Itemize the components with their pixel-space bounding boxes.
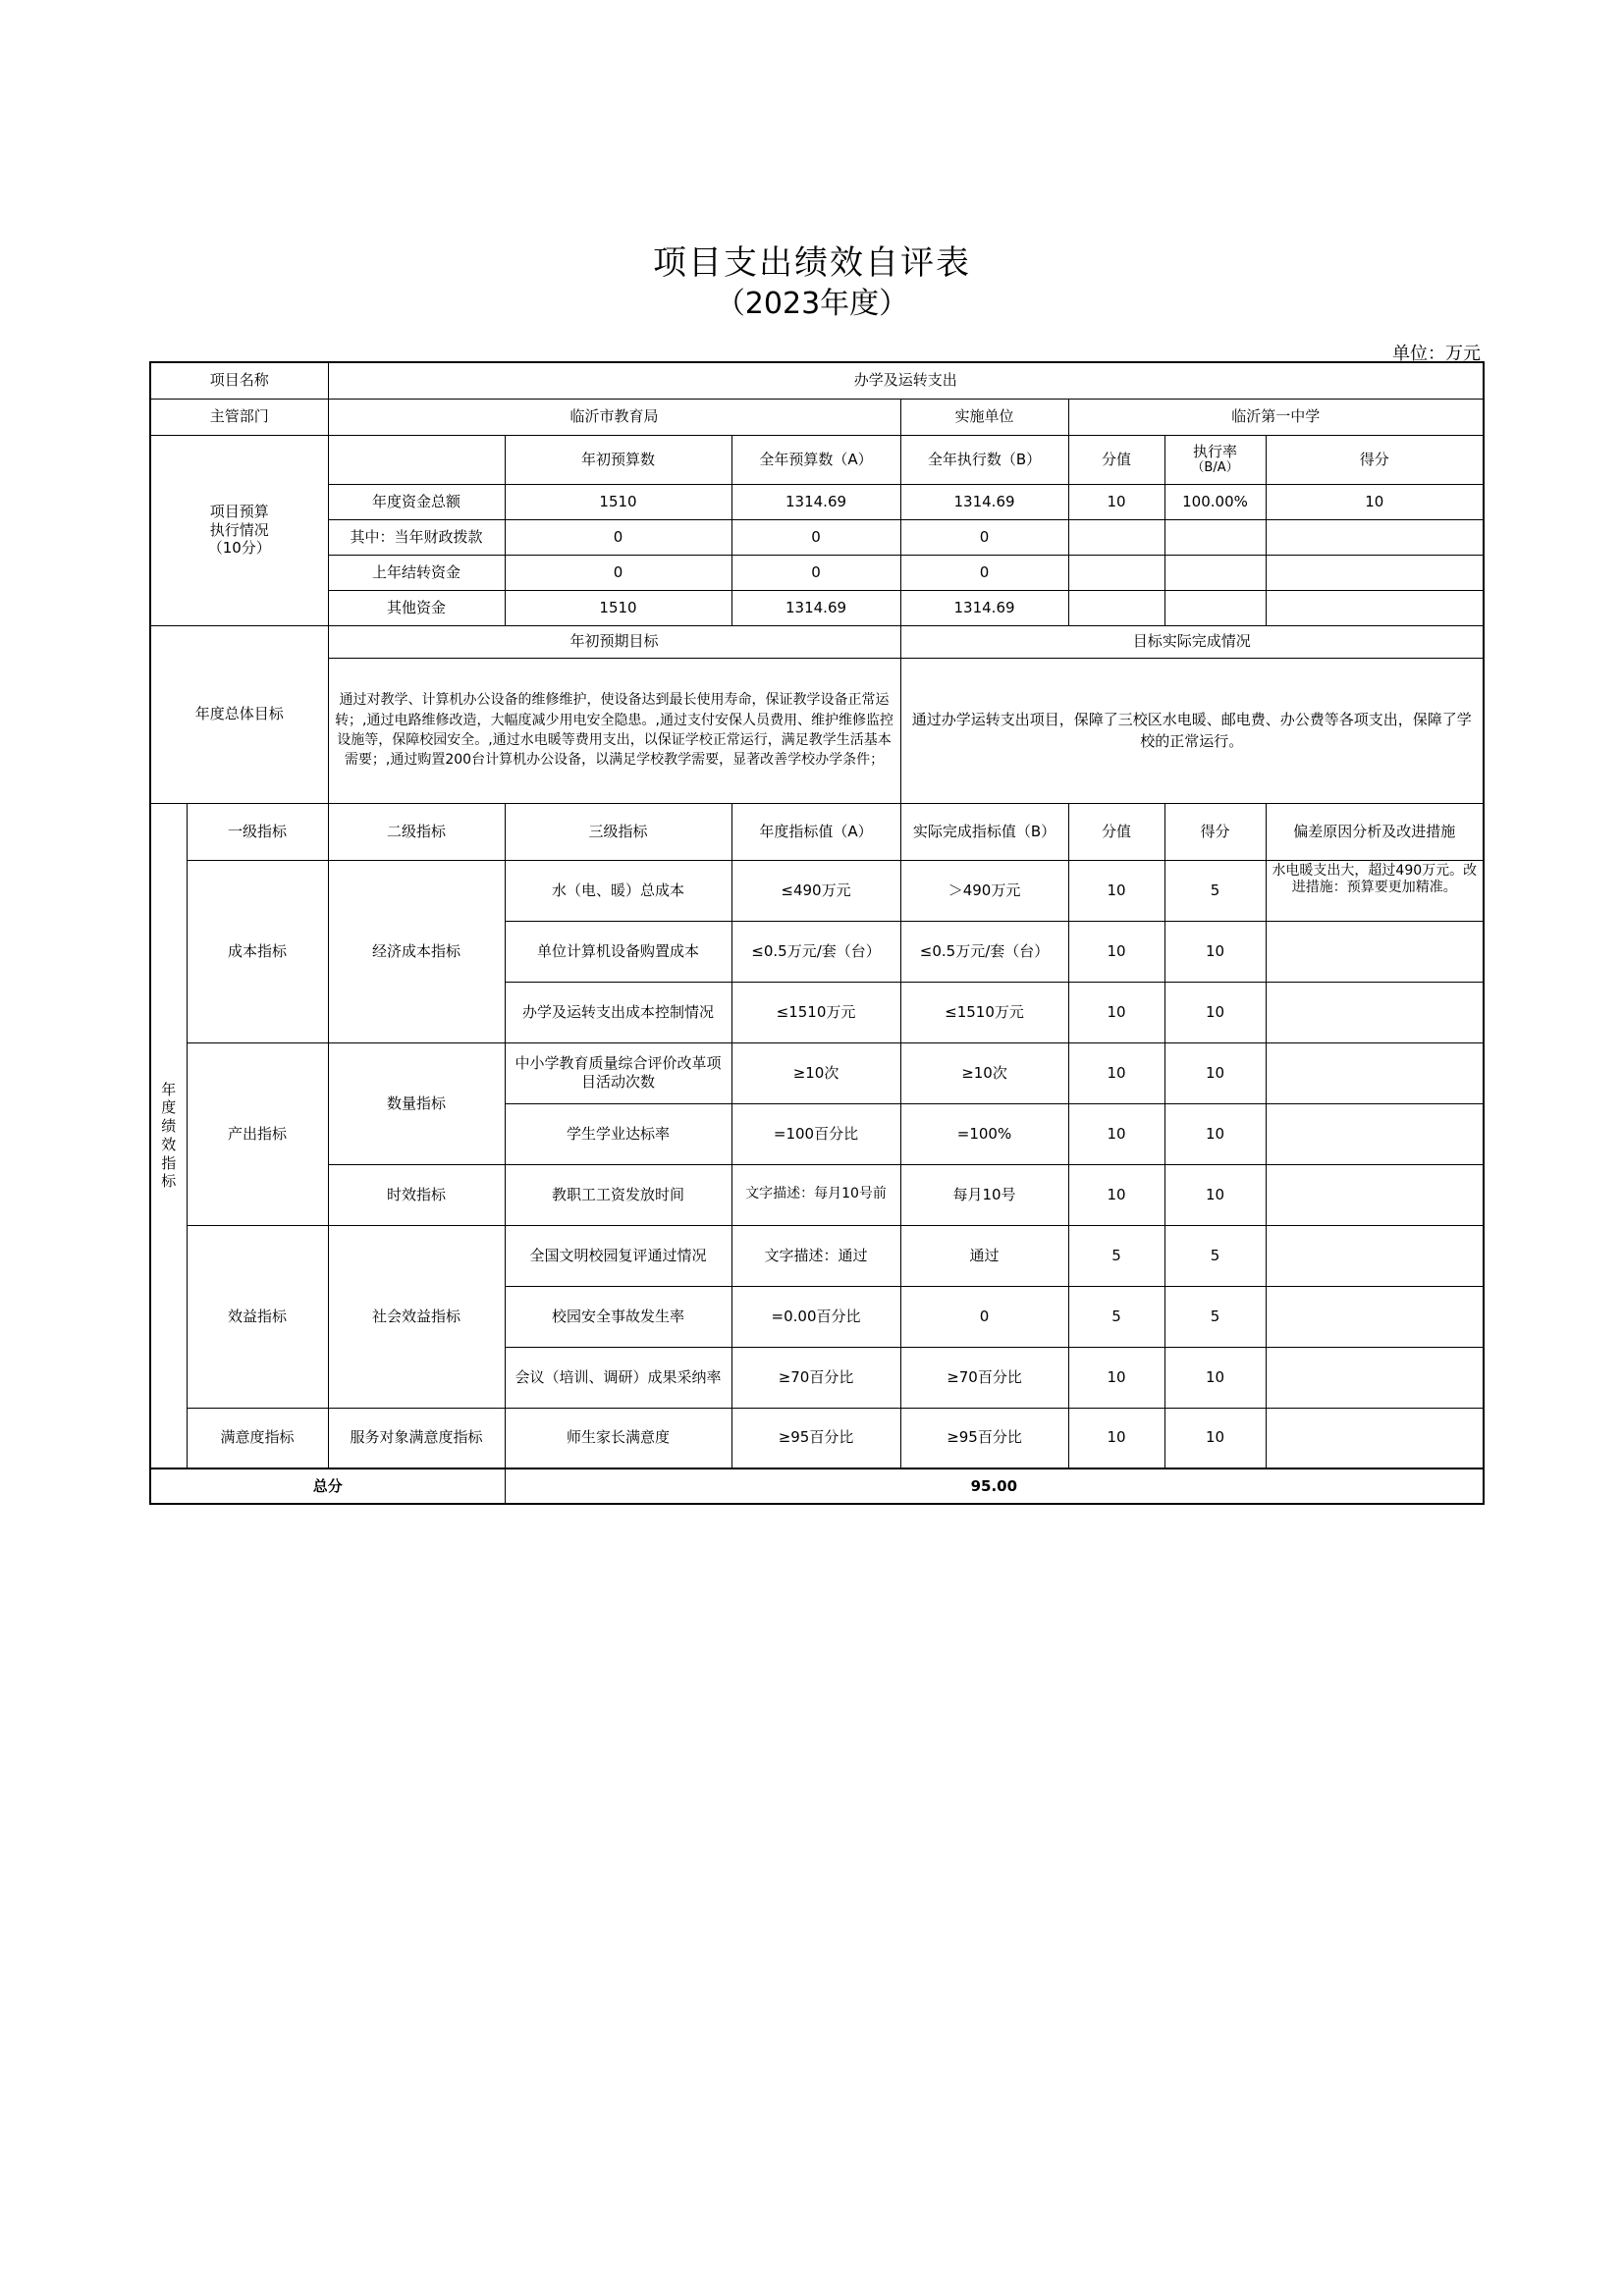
budget-section-label: [150, 435, 328, 625]
budget-header-row: [150, 435, 1484, 484]
budget-section-line-1: 项目预算: [209, 502, 269, 520]
budget-full-year: 1314.69: [731, 484, 900, 519]
indicator-score-value: 10: [1068, 1164, 1164, 1225]
budget-row-label: 上年结转资金: [328, 555, 505, 590]
goals-label: 年度总体目标: [150, 625, 328, 803]
budget-section-line-2: 执行情况: [209, 520, 269, 539]
section-char: 标: [161, 1172, 177, 1191]
budget-score-value: [1068, 519, 1164, 555]
indicator-name: 中小学教育质量综合评价改革项目活动次数: [505, 1042, 731, 1103]
section-char: 指: [161, 1153, 177, 1172]
indicator-target: =100百分比: [731, 1103, 900, 1164]
group-output: 产出指标: [187, 1042, 328, 1225]
indicator-name: 全国文明校园复评通过情况: [505, 1225, 731, 1286]
subgroup-service-satisfaction: 服务对象满意度指标: [328, 1408, 505, 1468]
indicator-score: 5: [1164, 1286, 1266, 1347]
indicator-score-value: 5: [1068, 1225, 1164, 1286]
indicator-score-value: 10: [1068, 982, 1164, 1042]
header-level2: 二级指标: [328, 803, 505, 860]
indicator-row: [150, 860, 1484, 921]
indicator-analysis: [1266, 1286, 1484, 1347]
indicator-score-value: 10: [1068, 1347, 1164, 1408]
indicator-row: [150, 1408, 1484, 1468]
indicator-actual: ≤0.5万元/套（台）: [900, 921, 1068, 982]
budget-rate: 100.00%: [1164, 484, 1266, 519]
indicator-actual: ≤1510万元: [900, 982, 1068, 1042]
indicator-score-value: 10: [1068, 860, 1164, 921]
indicator-target: ≤490万元: [731, 860, 900, 921]
budget-rate: [1164, 555, 1266, 590]
rate-header-line-2: （B/A）: [1191, 460, 1239, 476]
indicator-header-row: [150, 803, 1484, 860]
indicator-actual: =100%: [900, 1103, 1068, 1164]
budget-header-executed: 全年执行数（B）: [900, 435, 1068, 484]
dept-value: 临沂市教育局: [328, 399, 900, 435]
indicator-row: [150, 1042, 1484, 1103]
total-row: [150, 1468, 1484, 1504]
budget-score-value: [1068, 555, 1164, 590]
goals-actual-header: 目标实际完成情况: [900, 625, 1484, 658]
indicator-name: 学生学业达标率: [505, 1103, 731, 1164]
budget-initial: 1510: [505, 590, 731, 625]
group-satisfaction: 满意度指标: [187, 1408, 328, 1468]
budget-header-initial: 年初预算数: [505, 435, 731, 484]
goals-header-row: [150, 625, 1484, 658]
header-level1: 一级指标: [187, 803, 328, 860]
budget-header-full-year: 全年预算数（A）: [731, 435, 900, 484]
page-subtitle-year: （2023年度）: [715, 287, 909, 321]
impl-value: 临沂第一中学: [1068, 399, 1484, 435]
indicator-name: 水（电、暖）总成本: [505, 860, 731, 921]
rate-header-line-1: 执行率: [1193, 442, 1238, 460]
indicator-name: 会议（培训、调研）成果采纳率: [505, 1347, 731, 1408]
indicator-name: 教职工工资发放时间: [505, 1164, 731, 1225]
indicator-score: 10: [1164, 1408, 1266, 1468]
subgroup-social-benefit: 社会效益指标: [328, 1225, 505, 1408]
indicator-score: 10: [1164, 982, 1266, 1042]
indicator-actual: ≥70百分比: [900, 1347, 1068, 1408]
indicator-score-value: 10: [1068, 1042, 1164, 1103]
impl-label: 实施单位: [900, 399, 1068, 435]
budget-row: [150, 519, 1484, 555]
budget-header-score-value: 分值: [1068, 435, 1164, 484]
indicator-score: 10: [1164, 1347, 1266, 1408]
section-char: 度: [161, 1098, 177, 1117]
page-title: 项目支出绩效自评表: [653, 243, 971, 283]
indicator-score-value: 10: [1068, 1408, 1164, 1468]
budget-initial: 0: [505, 555, 731, 590]
budget-header-score: 得分: [1266, 435, 1484, 484]
indicator-analysis: [1266, 1347, 1484, 1408]
indicator-analysis: [1266, 1408, 1484, 1468]
budget-rate: [1164, 590, 1266, 625]
header-score-value: 分值: [1068, 803, 1164, 860]
indicator-score: 10: [1164, 1103, 1266, 1164]
indicator-name: 单位计算机设备购置成本: [505, 921, 731, 982]
indicator-analysis: [1266, 982, 1484, 1042]
indicator-actual: 每月10号: [900, 1164, 1068, 1225]
budget-score: [1266, 519, 1484, 555]
total-value: 95.00: [505, 1468, 1484, 1504]
indicator-actual: ＞490万元: [900, 860, 1068, 921]
group-cost: 成本指标: [187, 860, 328, 1042]
indicator-target: ≥95百分比: [731, 1408, 900, 1468]
indicator-score: 5: [1164, 1225, 1266, 1286]
indicator-analysis: [1266, 921, 1484, 982]
indicator-target: ≥10次: [731, 1042, 900, 1103]
project-name-label: 项目名称: [150, 362, 328, 399]
section-char: 绩: [161, 1117, 177, 1135]
self-evaluation-table: [149, 361, 1485, 1505]
indicator-target: ≥70百分比: [731, 1347, 900, 1408]
goals-expected-text: 通过对教学、计算机办公设备的维修维护，使设备达到最长使用寿命，保证教学设备正常运转；,通过电路维修改造，大幅度减少用电安全隐患。,通过支付安保人员费用、维护维修监控设施等，保障校园安全。,通过水电暖等费用支出，以保证学校正常运行，满足教学生活基本需要；,通过购置200台计算机办公设备，以满足学校教学需要，显著改善学校办学条件；: [328, 658, 900, 803]
subgroup-timeliness: 时效指标: [328, 1164, 505, 1225]
indicator-row: [150, 1225, 1484, 1286]
subgroup-quantity: 数量指标: [328, 1042, 505, 1164]
budget-row: [150, 590, 1484, 625]
indicator-analysis: [1266, 1164, 1484, 1225]
budget-full-year: 0: [731, 519, 900, 555]
header-analysis: 偏差原因分析及改进措施: [1266, 803, 1484, 860]
header-score: 得分: [1164, 803, 1266, 860]
budget-executed: 0: [900, 519, 1068, 555]
budget-row-label: 其他资金: [328, 590, 505, 625]
budget-row-label: 其中：当年财政拨款: [328, 519, 505, 555]
section-char: 年: [161, 1080, 177, 1098]
budget-score-value: [1068, 590, 1164, 625]
goals-expected-header: 年初预期目标: [328, 625, 900, 658]
budget-header-rate: [1164, 435, 1266, 484]
subgroup-economic-cost: 经济成本指标: [328, 860, 505, 1042]
budget-score-value: 10: [1068, 484, 1164, 519]
indicator-score: 5: [1164, 860, 1266, 921]
indicator-target: ≤1510万元: [731, 982, 900, 1042]
indicator-actual: ≥95百分比: [900, 1408, 1068, 1468]
project-name-row: [150, 362, 1484, 399]
budget-row: [150, 555, 1484, 590]
total-label: 总分: [150, 1468, 505, 1504]
indicator-name: 师生家长满意度: [505, 1408, 731, 1468]
budget-score: [1266, 590, 1484, 625]
indicator-score: 10: [1164, 1164, 1266, 1225]
indicator-analysis: 水电暖支出大，超过490万元。改进措施：预算要更加精准。: [1266, 860, 1484, 921]
department-row: [150, 399, 1484, 435]
indicator-analysis: [1266, 1042, 1484, 1103]
indicator-actual: ≥10次: [900, 1042, 1068, 1103]
goals-content-row: [150, 658, 1484, 803]
header-level3: 三级指标: [505, 803, 731, 860]
indicator-actual: 通过: [900, 1225, 1068, 1286]
header-target: 年度指标值（A）: [731, 803, 900, 860]
budget-initial: 0: [505, 519, 731, 555]
budget-full-year: 0: [731, 555, 900, 590]
indicator-row: [150, 1164, 1484, 1225]
indicator-target: 文字描述：每月10号前: [731, 1164, 900, 1225]
header-actual: 实际完成指标值（B）: [900, 803, 1068, 860]
budget-row-label: 年度资金总额: [328, 484, 505, 519]
budget-full-year: 1314.69: [731, 590, 900, 625]
budget-executed: 1314.69: [900, 484, 1068, 519]
indicator-score-value: 5: [1068, 1286, 1164, 1347]
indicator-target: 文字描述：通过: [731, 1225, 900, 1286]
indicator-target: =0.00百分比: [731, 1286, 900, 1347]
budget-score: [1266, 555, 1484, 590]
budget-executed: 1314.69: [900, 590, 1068, 625]
indicator-actual: 0: [900, 1286, 1068, 1347]
group-benefit: 效益指标: [187, 1225, 328, 1408]
indicator-analysis: [1266, 1225, 1484, 1286]
indicator-name: 校园安全事故发生率: [505, 1286, 731, 1347]
indicator-score-value: 10: [1068, 921, 1164, 982]
indicator-score-value: 10: [1068, 1103, 1164, 1164]
budget-score: 10: [1266, 484, 1484, 519]
dept-label: 主管部门: [150, 399, 328, 435]
indicator-name: 办学及运转支出成本控制情况: [505, 982, 731, 1042]
unit-label: 单位：万元: [1392, 344, 1481, 364]
indicator-score: 10: [1164, 1042, 1266, 1103]
budget-initial: 1510: [505, 484, 731, 519]
section-char: 效: [161, 1135, 177, 1153]
indicator-target: ≤0.5万元/套（台）: [731, 921, 900, 982]
indicator-score: 10: [1164, 921, 1266, 982]
indicators-section-label: [150, 803, 187, 1468]
indicator-analysis: [1266, 1103, 1484, 1164]
budget-executed: 0: [900, 555, 1068, 590]
project-name-value: 办学及运转支出: [328, 362, 1484, 399]
budget-rate: [1164, 519, 1266, 555]
budget-section-line-3: （10分）: [207, 539, 271, 558]
goals-actual-text: 通过办学运转支出项目，保障了三校区水电暖、邮电费、办公费等各项支出，保障了学校的正常运行。: [900, 658, 1484, 803]
budget-header-blank: [328, 435, 505, 484]
budget-row: [150, 484, 1484, 519]
